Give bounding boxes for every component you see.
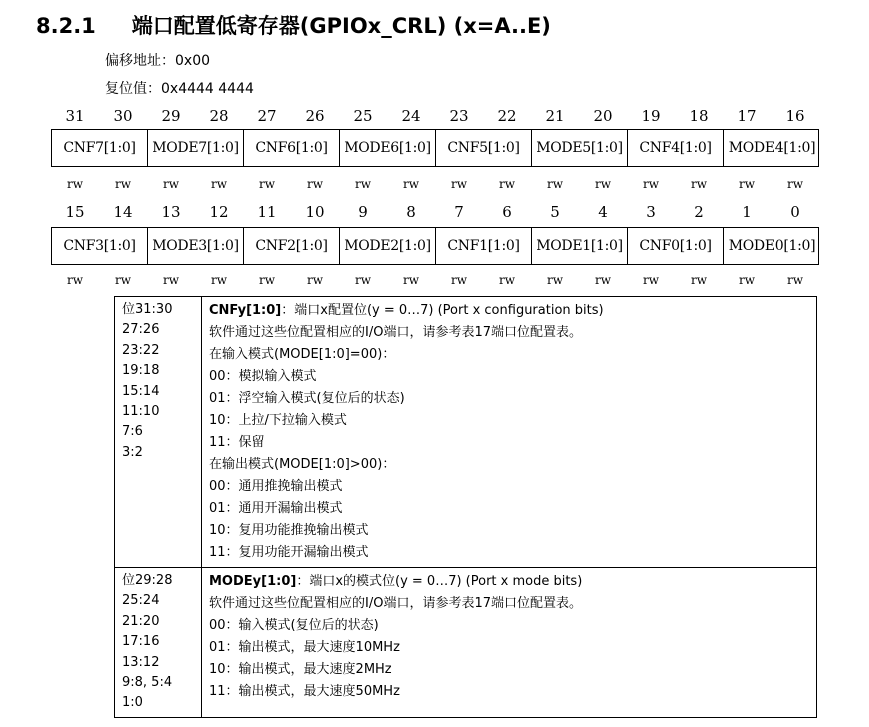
bit-number: 21	[545, 107, 565, 125]
access-type: rw	[690, 177, 707, 191]
access-type: rw	[210, 177, 227, 191]
bit-number: 18	[689, 107, 709, 125]
bit-number: 28	[209, 107, 229, 125]
bit-number: 13	[161, 203, 181, 221]
upper-access-row	[51, 177, 819, 191]
section-title: 端口配置低寄存器(GPIOx_CRL) (x=A..E)	[131, 14, 551, 38]
bit-range: 13:12	[122, 654, 160, 670]
bit-number: 14	[113, 203, 133, 221]
upper-register-fields	[51, 129, 819, 167]
bit-range: 9:8, 5:4	[122, 675, 173, 691]
bit-number: 7	[454, 203, 464, 221]
description-line: 10：输出模式，最大速度2MHz	[209, 662, 392, 677]
bit-description-table	[114, 296, 817, 718]
field-description-cell	[202, 297, 817, 568]
lower-access-row	[51, 273, 819, 287]
access-type: rw	[162, 177, 179, 191]
bit-number: 2	[694, 203, 704, 221]
access-type: rw	[546, 273, 563, 287]
bit-number: 25	[353, 107, 373, 125]
bit-number: 26	[305, 107, 325, 125]
bit-number: 24	[401, 107, 421, 125]
access-type: rw	[402, 273, 419, 287]
access-type: rw	[114, 273, 131, 287]
description-line: 01：输出模式，最大速度10MHz	[209, 640, 400, 655]
lower-register-fields	[51, 227, 819, 265]
access-type: rw	[498, 177, 515, 191]
section-heading	[36, 10, 551, 40]
bit-range: 位29:28	[122, 573, 173, 588]
bit-range: 位31:30	[122, 302, 173, 317]
access-type: rw	[114, 177, 131, 191]
bit-range: 11:10	[122, 404, 160, 420]
reset-value: 复位值：0x4444 4444	[105, 81, 254, 97]
register-field: CNF2[1:0]	[244, 228, 340, 264]
bit-number: 23	[449, 107, 469, 125]
access-type: rw	[546, 177, 563, 191]
bit-range: 3:2	[122, 444, 143, 460]
description-line: 00：模拟输入模式	[209, 369, 317, 384]
section-number: 8.2.1	[36, 14, 96, 38]
bit-number: 16	[785, 107, 805, 125]
bit-number: 9	[358, 203, 368, 221]
field-header	[209, 300, 809, 322]
access-type: rw	[642, 177, 659, 191]
bit-number: 4	[598, 203, 608, 221]
description-line: 软件通过这些位配置相应的I/O端口，请参考表17端口位配置表。	[209, 596, 582, 611]
access-type: rw	[258, 177, 275, 191]
access-type: rw	[402, 177, 419, 191]
access-type: rw	[354, 273, 371, 287]
access-type: rw	[786, 273, 803, 287]
bit-number: 5	[550, 203, 560, 221]
bit-range: 15:14	[122, 383, 160, 399]
description-line: 10：上拉/下拉输入模式	[209, 413, 347, 428]
description-line: 01：浮空输入模式(复位后的状态)	[209, 391, 405, 406]
access-type: rw	[642, 273, 659, 287]
access-type: rw	[162, 273, 179, 287]
bit-number: 20	[593, 107, 613, 125]
bit-number: 30	[113, 107, 133, 125]
upper-bit-numbers	[51, 107, 819, 125]
bit-number: 27	[257, 107, 277, 125]
bit-number: 19	[641, 107, 661, 125]
access-type: rw	[450, 273, 467, 287]
description-line: 10：复用功能推挽输出模式	[209, 523, 369, 538]
register-field: MODE2[1:0]	[340, 228, 436, 264]
access-type: rw	[306, 177, 323, 191]
access-type: rw	[786, 177, 803, 191]
bit-number: 11	[257, 203, 277, 221]
description-line: 11：保留	[209, 435, 265, 450]
field-name: MODEy[1:0]	[209, 574, 297, 589]
bit-range-cell	[115, 568, 202, 718]
register-field: CNF4[1:0]	[628, 130, 724, 166]
description-line: 在输出模式(MODE[1:0]>00)：	[209, 457, 396, 472]
register-field: CNF7[1:0]	[52, 130, 148, 166]
access-type: rw	[594, 177, 611, 191]
access-type: rw	[66, 177, 83, 191]
register-field: MODE1[1:0]	[532, 228, 628, 264]
bit-range: 21:20	[122, 613, 160, 629]
description-line: 11：输出模式，最大速度50MHz	[209, 684, 400, 699]
register-field: CNF1[1:0]	[436, 228, 532, 264]
access-type: rw	[738, 177, 755, 191]
register-field: MODE3[1:0]	[148, 228, 244, 264]
field-header	[209, 571, 809, 593]
field-name: CNFy[1:0]	[209, 303, 282, 318]
bit-number: 17	[737, 107, 757, 125]
access-type: rw	[498, 273, 515, 287]
description-line: 00：输入模式(复位后的状态)	[209, 618, 379, 633]
access-type: rw	[450, 177, 467, 191]
access-type: rw	[594, 273, 611, 287]
bit-range: 25:24	[122, 593, 160, 609]
bit-range: 19:18	[122, 363, 160, 379]
field-description-cell	[202, 568, 817, 718]
field-summary: ：端口x的模式位(y = 0…7) (Port x mode bits)	[296, 574, 583, 589]
bit-number: 6	[502, 203, 512, 221]
description-line: 软件通过这些位配置相应的I/O端口，请参考表17端口位配置表。	[209, 325, 582, 340]
description-row	[115, 297, 817, 568]
access-type: rw	[66, 273, 83, 287]
bit-range: 23:22	[122, 342, 160, 358]
bit-number: 12	[209, 203, 229, 221]
bit-number: 8	[406, 203, 416, 221]
field-summary: ：端口x配置位(y = 0…7) (Port x configuration bits)	[281, 303, 604, 318]
description-line: 01：通用开漏输出模式	[209, 501, 343, 516]
register-field: CNF0[1:0]	[628, 228, 724, 264]
access-type: rw	[690, 273, 707, 287]
access-type: rw	[354, 177, 371, 191]
description-line: 00：通用推挽输出模式	[209, 479, 343, 494]
bit-number: 3	[646, 203, 656, 221]
bit-range: 7:6	[122, 424, 143, 440]
bit-number: 29	[161, 107, 181, 125]
bit-range: 1:0	[122, 695, 143, 711]
description-line: 11：复用功能开漏输出模式	[209, 545, 369, 560]
description-line: 在输入模式(MODE[1:0]=00)：	[209, 347, 396, 362]
bit-number: 10	[305, 203, 325, 221]
bit-range: 17:16	[122, 634, 160, 650]
description-row	[115, 568, 817, 718]
register-field: MODE5[1:0]	[532, 130, 628, 166]
bit-number: 22	[497, 107, 517, 125]
access-type: rw	[738, 273, 755, 287]
bit-range: 27:26	[122, 322, 160, 338]
lower-bit-numbers	[51, 203, 819, 221]
register-field: CNF6[1:0]	[244, 130, 340, 166]
bit-number: 31	[65, 107, 85, 125]
bit-number: 0	[790, 203, 800, 221]
register-field: MODE4[1:0]	[728, 140, 816, 156]
access-type: rw	[306, 273, 323, 287]
register-field: CNF5[1:0]	[436, 130, 532, 166]
access-type: rw	[258, 273, 275, 287]
offset-address: 偏移地址：0x00	[105, 53, 211, 69]
bit-number: 1	[742, 203, 752, 221]
register-field: CNF3[1:0]	[52, 228, 148, 264]
register-field: MODE6[1:0]	[340, 130, 436, 166]
access-type: rw	[210, 273, 227, 287]
bit-number: 15	[65, 203, 85, 221]
register-field: MODE0[1:0]	[728, 238, 816, 254]
register-field: MODE7[1:0]	[148, 130, 244, 166]
bit-range-cell	[115, 297, 202, 568]
